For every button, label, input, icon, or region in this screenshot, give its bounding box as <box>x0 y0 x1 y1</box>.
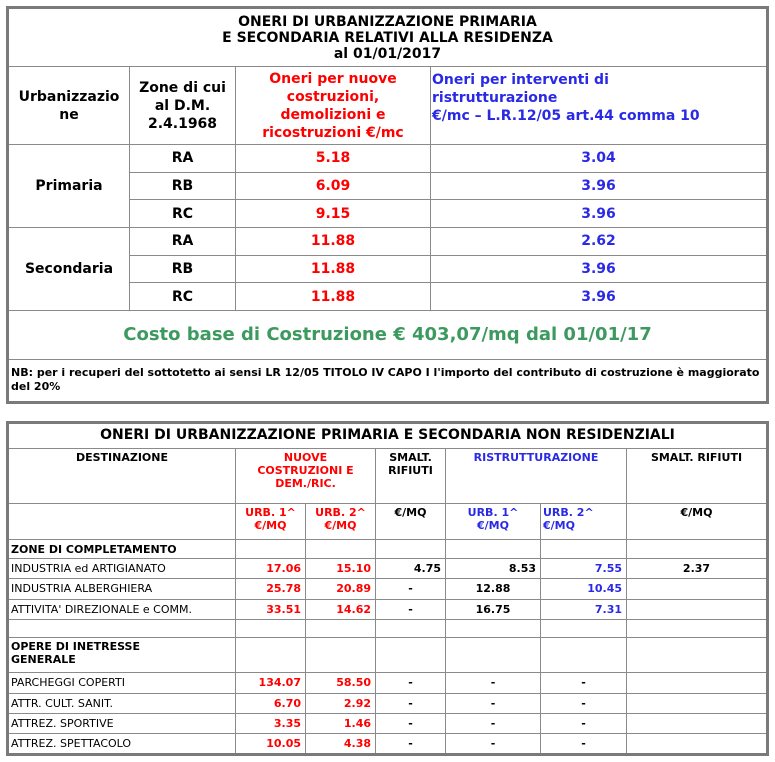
zone-cell: RB <box>130 172 236 200</box>
row-label: ATTR. CULT. SANIT. <box>8 693 236 713</box>
empty-cell <box>541 638 627 673</box>
table-row <box>8 227 768 255</box>
urb2-ristr-value: - <box>541 714 627 734</box>
header-smalt-unit: €/MQ <box>376 503 446 540</box>
header-ristr-line-1: Oneri per interventi di <box>432 72 609 89</box>
residential-table-title <box>8 8 768 67</box>
residential-title-line-1: ONERI DI URBANIZZAZIONE PRIMARIA <box>238 13 537 30</box>
ristr-value: 3.96 <box>431 255 768 283</box>
header-urb2-line-2: €/MQ <box>324 518 357 532</box>
smalt2-value <box>627 673 768 693</box>
smalt2-value <box>627 734 768 755</box>
smalt-value: - <box>376 714 446 734</box>
section-title-line-1: OPERE DI INETRESSE <box>11 640 140 654</box>
ristr-value: 3.96 <box>431 172 768 200</box>
header-ristr-line-3: €/mc – L.R.12/05 art.44 comma 10 <box>432 108 700 125</box>
smalt2-value <box>627 599 768 619</box>
empty-cell <box>541 540 627 558</box>
header-urb2-ristr <box>541 503 627 540</box>
header-zone-line-3: 2.4.1968 <box>147 115 218 132</box>
urb1-ristr-value: 12.88 <box>446 579 541 599</box>
smalt-value: - <box>376 673 446 693</box>
header-ristr-line-2: ristrutturazione <box>432 90 558 107</box>
header-nuove-costruzioni <box>236 67 431 145</box>
header-urb2-nuove <box>306 503 376 540</box>
header-urbanizzazione-line-2: ne <box>59 106 79 123</box>
row-label: INDUSTRIA ed ARTIGIANATO <box>8 558 236 578</box>
section-title-zone-completamento: ZONE DI COMPLETAMENTO <box>8 540 236 558</box>
empty-cell <box>306 540 376 558</box>
header-urbanizzazione-line-1: Urbanizzazio <box>18 88 120 105</box>
section-title-opere-interesse-generale <box>8 638 236 673</box>
urb1-nuove-value: 10.05 <box>236 734 306 755</box>
ristr-value: 3.96 <box>431 283 768 311</box>
empty-cell <box>8 620 236 638</box>
header-nuove-line-3: demolizioni e <box>280 106 386 123</box>
header-smalt-rifiuti <box>376 448 446 503</box>
header-urb1-ristr-line-1: URB. 1^ <box>467 505 519 519</box>
header-nuove-line-1: Oneri per nuove <box>269 70 397 87</box>
urb2-ristr-value: - <box>541 693 627 713</box>
header-urb1-nuove <box>236 503 306 540</box>
nuove-value: 9.15 <box>236 200 431 228</box>
nuove-value: 6.09 <box>236 172 431 200</box>
header-urb1-line-1: URB. 1^ <box>245 505 296 519</box>
header-urb2-ristr-line-2: €/MQ <box>543 518 575 532</box>
urb2-ristr-value: 7.31 <box>541 599 627 619</box>
urb2-ristr-value: 7.55 <box>541 558 627 578</box>
empty-cell <box>627 620 768 638</box>
empty-cell <box>627 540 768 558</box>
non-residential-table-title: ONERI DI URBANIZZAZIONE PRIMARIA E SECONDARIA NON RESIDENZIALI <box>8 423 768 449</box>
empty-cell <box>236 638 306 673</box>
urb2-nuove-value: 14.62 <box>306 599 376 619</box>
header-ristrutturazione <box>431 67 768 145</box>
non-residential-charges-table <box>6 421 769 756</box>
nuove-value: 5.18 <box>236 145 431 173</box>
header-nuove-line-2: costruzioni, <box>286 88 380 105</box>
header-smalt2-unit: €/MQ <box>627 503 768 540</box>
empty-cell <box>306 620 376 638</box>
table-row <box>8 693 768 713</box>
table-row <box>8 714 768 734</box>
residential-title-line-3: al 01/01/2017 <box>333 45 442 62</box>
nuove-value: 11.88 <box>236 227 431 255</box>
header-nuove-costruzioni <box>236 448 376 503</box>
header-nuove-line-4: ricostruzioni €/mc <box>262 124 404 141</box>
header-destinazione: DESTINAZIONE <box>8 448 236 503</box>
urb2-ristr-value: 10.45 <box>541 579 627 599</box>
urb1-nuove-value: 6.70 <box>236 693 306 713</box>
urb1-ristr-value: 8.53 <box>446 558 541 578</box>
empty-cell <box>541 620 627 638</box>
header-zone-line-1: Zone di cui <box>139 79 226 96</box>
header-nuove-line-1: NUOVE <box>283 450 328 464</box>
empty-cell <box>8 503 236 540</box>
smalt-value: - <box>376 734 446 755</box>
ristr-value: 3.96 <box>431 200 768 228</box>
empty-cell <box>446 540 541 558</box>
empty-cell <box>446 620 541 638</box>
urb1-ristr-value: - <box>446 714 541 734</box>
table-row <box>8 579 768 599</box>
residential-charges-table <box>6 6 769 404</box>
urb1-ristr-value: 16.75 <box>446 599 541 619</box>
ristr-value: 3.04 <box>431 145 768 173</box>
urb1-ristr-value: - <box>446 734 541 755</box>
group-label-primaria: Primaria <box>8 145 130 228</box>
empty-cell <box>306 638 376 673</box>
smalt-value: - <box>376 599 446 619</box>
nuove-value: 11.88 <box>236 255 431 283</box>
header-urb2-ristr-line-1: URB. 2^ <box>543 505 594 519</box>
header-nuove-line-3: DEM./RIC. <box>275 476 336 490</box>
urb1-nuove-value: 134.07 <box>236 673 306 693</box>
empty-cell <box>376 620 446 638</box>
row-label: PARCHEGGI COPERTI <box>8 673 236 693</box>
row-label: ATTREZ. SPETTACOLO <box>8 734 236 755</box>
zone-cell: RC <box>130 200 236 228</box>
empty-cell <box>376 638 446 673</box>
urb2-nuove-value: 15.10 <box>306 558 376 578</box>
zone-cell: RA <box>130 145 236 173</box>
cost-base-text: Costo base di Costruzione € 403,07/mq dal 01/01/17 <box>8 310 768 359</box>
urb2-nuove-value: 20.89 <box>306 579 376 599</box>
header-urb1-ristr-line-2: €/MQ <box>477 518 509 532</box>
ristr-value: 2.62 <box>431 227 768 255</box>
urb2-ristr-value: - <box>541 673 627 693</box>
smalt2-value: 2.37 <box>627 558 768 578</box>
header-smalt-rifiuti-2: SMALT. RIFIUTI <box>627 448 768 503</box>
zone-cell: RC <box>130 283 236 311</box>
table-row <box>8 599 768 619</box>
urb1-ristr-value: - <box>446 693 541 713</box>
smalt-value: - <box>376 693 446 713</box>
note-text: NB: per i recuperi del sottotetto ai sensi LR 12/05 TITOLO IV CAPO I l'importo del contributo di costruzione è maggiorato del 20% <box>8 359 768 402</box>
urb2-ristr-value: - <box>541 734 627 755</box>
header-urb2-line-1: URB. 2^ <box>315 505 366 519</box>
section-title-line-2: GENERALE <box>11 653 76 667</box>
header-zone <box>130 67 236 145</box>
row-label: INDUSTRIA ALBERGHIERA <box>8 579 236 599</box>
row-label: ATTIVITA' DIREZIONALE e COMM. <box>8 599 236 619</box>
urb1-nuove-value: 33.51 <box>236 599 306 619</box>
smalt-value: 4.75 <box>376 558 446 578</box>
empty-cell <box>236 620 306 638</box>
urb2-nuove-value: 2.92 <box>306 693 376 713</box>
header-nuove-line-2: COSTRUZIONI E <box>257 463 354 477</box>
table-row <box>8 673 768 693</box>
urb1-nuove-value: 3.35 <box>236 714 306 734</box>
urb1-nuove-value: 17.06 <box>236 558 306 578</box>
header-urbanizzazione <box>8 67 130 145</box>
smalt2-value <box>627 714 768 734</box>
smalt2-value <box>627 693 768 713</box>
residential-title-line-2: E SECONDARIA RELATIVI ALLA RESIDENZA <box>222 29 553 46</box>
empty-cell <box>627 638 768 673</box>
urb1-ristr-value: - <box>446 673 541 693</box>
zone-cell: RA <box>130 227 236 255</box>
urb2-nuove-value: 1.46 <box>306 714 376 734</box>
table-row <box>8 145 768 173</box>
zone-cell: RB <box>130 255 236 283</box>
table-row <box>8 734 768 755</box>
table-row <box>8 558 768 578</box>
header-zone-line-2: al D.M. <box>154 97 211 114</box>
urb2-nuove-value: 58.50 <box>306 673 376 693</box>
header-urb1-line-2: €/MQ <box>254 518 287 532</box>
urb1-nuove-value: 25.78 <box>236 579 306 599</box>
empty-cell <box>236 540 306 558</box>
urb2-nuove-value: 4.38 <box>306 734 376 755</box>
group-label-secondaria: Secondaria <box>8 227 130 310</box>
empty-cell <box>376 540 446 558</box>
header-ristrutturazione: RISTRUTTURAZIONE <box>446 448 627 503</box>
nuove-value: 11.88 <box>236 283 431 311</box>
header-smalt-line-2: RIFIUTI <box>388 463 433 477</box>
smalt-value: - <box>376 579 446 599</box>
header-smalt-line-1: SMALT. <box>389 450 432 464</box>
row-label: ATTREZ. SPORTIVE <box>8 714 236 734</box>
header-urb1-ristr <box>446 503 541 540</box>
smalt2-value <box>627 579 768 599</box>
empty-cell <box>446 638 541 673</box>
